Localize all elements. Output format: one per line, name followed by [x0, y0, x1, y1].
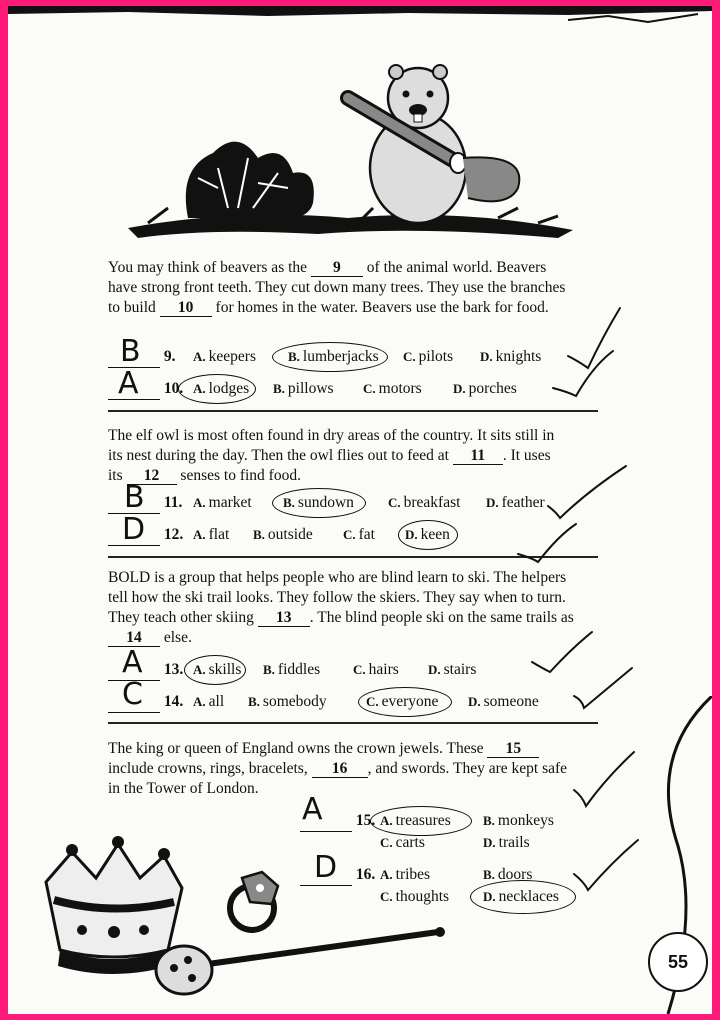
option-13a[interactable]: A. skills — [193, 661, 242, 678]
question-13 — [108, 645, 184, 681]
handwritten-answer-14: C — [122, 677, 143, 712]
option-10a[interactable]: A. lodges — [193, 380, 250, 397]
question-10 — [108, 366, 184, 401]
question-number: 14. — [163, 693, 184, 710]
answer-blank-10[interactable] — [108, 366, 160, 401]
question-number: 16. — [355, 866, 376, 883]
option-9a[interactable]: A. keepers — [193, 348, 256, 365]
passage-text: of the animal world. Beavers have strong front teeth. They cut down many trees. They use the branches to build — [108, 259, 566, 316]
option-16c[interactable]: C. thoughts — [380, 888, 450, 905]
option-15a[interactable]: A. treasures — [380, 812, 451, 829]
option-12d[interactable]: D. keen — [405, 526, 450, 543]
answer-blank-14[interactable] — [108, 677, 160, 713]
option-16b[interactable]: B. doors — [483, 866, 533, 883]
blank-9: 9 — [311, 260, 363, 277]
passage-text: You may think of beavers as the — [108, 259, 311, 276]
option-16a[interactable]: A. tribes — [380, 866, 431, 883]
option-13b[interactable]: B. fiddles — [263, 661, 321, 678]
circle-mark-13a — [184, 655, 246, 685]
circle-mark-15a — [370, 806, 472, 836]
option-14c[interactable]: C. everyone — [366, 693, 439, 710]
question-9 — [108, 334, 176, 369]
passage-text: . The blind people ski on the same trails as — [309, 609, 574, 626]
option-9c[interactable]: C. pilots — [403, 348, 454, 365]
option-10c[interactable]: C. motors — [363, 380, 422, 397]
option-15c[interactable]: C. carts — [380, 834, 425, 851]
question-number: 12. — [163, 526, 184, 543]
passage-text: The king or queen of England owns the crown jewels. These — [108, 740, 488, 757]
circle-mark-10a — [178, 374, 256, 404]
passage-text: The elf owl is most often found in dry areas of the country. It sits still in its nest during the day. Then the owl flies out to feed at — [108, 427, 555, 464]
circle-mark-12d — [398, 520, 458, 550]
blank-12: 12 — [127, 468, 177, 485]
option-15d[interactable]: D. trails — [483, 834, 530, 851]
option-11d[interactable]: D. feather — [486, 494, 545, 511]
option-14d[interactable]: D. someone — [468, 693, 539, 710]
beaver-illustration — [118, 58, 588, 248]
answer-blank-15[interactable] — [300, 792, 352, 832]
blank-11: 11 — [453, 448, 503, 465]
passage-text: BOLD is a group that helps people who are blind learn to ski. The helpers tell how the ski trail looks. They follow the skiers. They say when to turn. They teach other skiing — [108, 569, 567, 626]
question-number: 11. — [163, 494, 183, 511]
handwritten-answer-15: A — [302, 792, 323, 827]
option-16d[interactable]: D. necklaces — [483, 888, 559, 905]
option-13c[interactable]: C. hairs — [353, 661, 399, 678]
circle-mark-14c — [358, 687, 452, 717]
blank-14: 14 — [108, 630, 160, 647]
option-11b[interactable]: B. sundown — [283, 494, 354, 511]
handwritten-answer-9: B — [120, 334, 141, 369]
question-number: 13. — [163, 661, 184, 678]
circle-mark-16d — [470, 880, 576, 914]
option-12a[interactable]: A. flat — [193, 526, 230, 543]
handwritten-answer-11: B — [124, 480, 145, 515]
passage-text: else. — [160, 629, 192, 646]
handwritten-answer-10: A — [118, 366, 139, 401]
passage-text: . It uses its — [108, 447, 551, 484]
option-14a[interactable]: A. all — [193, 693, 225, 710]
option-9d[interactable]: D. knights — [480, 348, 542, 365]
handwritten-answer-12: D — [122, 512, 146, 547]
answer-blank-12[interactable] — [108, 512, 160, 547]
option-11c[interactable]: C. breakfast — [388, 494, 461, 511]
passage-text: for homes in the water. Beavers use the bark for food. — [211, 299, 549, 316]
question-12 — [108, 512, 184, 547]
question-16 — [300, 850, 376, 886]
handwritten-answer-16: D — [314, 850, 338, 885]
option-10d[interactable]: D. porches — [453, 380, 517, 397]
handwritten-answer-13: A — [122, 645, 143, 680]
page-number: 55 — [648, 932, 708, 992]
question-14 — [108, 677, 184, 713]
question-number: 9. — [163, 348, 176, 365]
option-10b[interactable]: B. pillows — [273, 380, 334, 397]
passage-elf-owl — [108, 426, 558, 486]
option-14b[interactable]: B. somebody — [248, 693, 327, 710]
blank-10: 10 — [160, 300, 212, 317]
blank-15: 15 — [487, 741, 539, 758]
circle-mark-11b — [272, 488, 366, 518]
option-12c[interactable]: C. fat — [343, 526, 375, 543]
question-11 — [108, 480, 183, 515]
question-15 — [300, 792, 376, 832]
question-number: 10. — [163, 380, 184, 397]
option-9b[interactable]: B. lumberjacks — [288, 348, 379, 365]
scepter-illustration — [148, 924, 448, 1004]
blank-16: 16 — [312, 761, 368, 778]
blank-13: 13 — [258, 610, 310, 627]
circle-mark-9b — [272, 342, 388, 372]
passage-text: , and swords. They are kept safe in the Tower of London. — [108, 760, 568, 797]
passage-text: include crowns, rings, bracelets, — [108, 760, 312, 777]
option-13d[interactable]: D. stairs — [428, 661, 477, 678]
option-11a[interactable]: A. market — [193, 494, 252, 511]
passage-text: senses to find food. — [176, 467, 301, 484]
option-12b[interactable]: B. outside — [253, 526, 313, 543]
question-number: 15. — [355, 812, 376, 829]
option-15b[interactable]: B. monkeys — [483, 812, 554, 829]
answer-blank-16[interactable] — [300, 850, 352, 886]
workbook-page — [8, 6, 712, 1014]
top-border-decoration — [8, 6, 712, 28]
